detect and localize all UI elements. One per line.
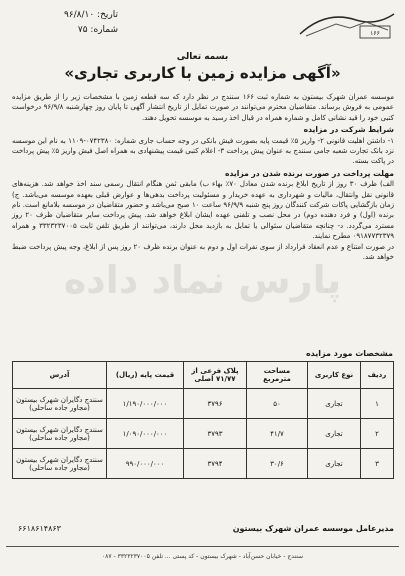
table-cell: ۳۰/۶ — [247, 449, 308, 479]
svg-text:۱۶۶: ۱۶۶ — [370, 30, 380, 37]
table-row — [13, 389, 394, 419]
section-1-title: شرایط شرکت در مزایده — [303, 125, 394, 135]
header-cell: ردیف — [361, 362, 394, 389]
signature-title: مدیرعامل موسسه عمران شهرک بیستون — [232, 524, 394, 533]
table-row — [13, 449, 394, 479]
signature-code: ۶۶۱۸۶۱۴۸۶۳ — [18, 524, 61, 533]
section-2-title: مهلت پرداخت در صورت برنده شدن در مزایده — [225, 168, 394, 178]
letter-meta — [6, 8, 118, 38]
table-cell: ۱/۰۹۰/۰۰۰/۰۰۰ — [107, 419, 184, 449]
letter-date: تاریخ: ۹۶/۸/۱۰ — [63, 10, 118, 20]
table-cell: ۳۷۹۳ — [184, 419, 247, 449]
footer-address: سنندج - خیابان حسن‌آباد - شهرک بیستون - کد پستی ... تلفن ۳۳۲۳۲۳۷۰۰۵ - ۰۸۷ — [6, 546, 399, 569]
header-cell: پلاک فرعی از ۷۱/۷۷ اصلی — [184, 362, 247, 389]
table-cell: ۱/۱۹۰/۰۰۰/۰۰۰ — [107, 389, 184, 419]
table-cell: ۳ — [361, 449, 394, 479]
notice-body — [12, 92, 394, 263]
organization-logo — [296, 6, 398, 42]
table-cell: ۲ — [361, 419, 394, 449]
header-cell: آدرس — [13, 362, 107, 389]
table-cell: سنندج دگایران شهرک بیستون (مجاور جاده ساحلی) — [13, 419, 107, 449]
table-cell: تجاری — [308, 389, 361, 419]
bismillah-heading: بسمه تعالی — [176, 52, 229, 62]
table-cell: سنندج دگایران شهرک بیستون (مجاور جاده ساحلی) — [13, 449, 107, 479]
header-cell: قیمت پایه (ریال) — [107, 362, 184, 389]
table-row — [13, 419, 394, 449]
table-cell: ۳۷۹۶ — [184, 389, 247, 419]
page-title: «آگهی مزایده زمین با کاربری تجاری» — [64, 64, 341, 82]
section-3-body: در صورت امتناع و عدم انعقاد قرارداد از سوی نفرات اول و دوم به عنوان برنده ظرف ۲۰ روز پس از ابلاغ، وجه پیش پرداخت ضبط خواهد شد. — [12, 242, 394, 262]
letter-number: شماره: ۷۵ — [77, 25, 118, 35]
table-cell: سنندج دگایران شهرک بیستون (مجاور جاده ساحلی) — [13, 389, 107, 419]
header-cell: مساحت مترمربع — [247, 362, 308, 389]
table-cell: تجاری — [308, 419, 361, 449]
table-cell: ۳۷۹۴ — [184, 449, 247, 479]
specs-table — [12, 361, 394, 479]
section-1-body: ۱- داشتن اهلیت قانونی ۲- واریز ۵٪ قیمت پایه بصورت فیش بانکی در وجه حساب جاری شماره: ۰۷۴۲۳۸۰-۱۱۰۹ به نام این موسسه نزد بانک تجارت شعبه جامی سنندج به عنوان پیش پرداخت ۳- اعلام کتبی قیمت پیشنهادی به همراه اصل فیش واریز ۵٪ پیش پرداخت در پاکت بسته. — [12, 136, 395, 166]
table-cell: ۵۰ — [247, 389, 308, 419]
header-cell: نوع کاربری — [308, 362, 361, 389]
table-cell: تجاری — [308, 449, 361, 479]
specs-title: مشخصات مورد مزایده — [305, 349, 393, 358]
table-cell: ۹۹۰/۰۰۰/۰۰۰ — [107, 449, 184, 479]
table-header-row — [13, 362, 394, 389]
intro-paragraph: موسسه عمران شهرک بیستون به شماره ثبت ۱۶۶ سنندج در نظر دارد که سه قطعه زمین با مشخصات زیر را از طریق مزایده عمومی به فروش برساند. متقاضیان محترم می‌توانند در صورت تمایل از تاریخ انتشار آگهی تا پایان روز چهارشنبه ۹۶/۹/۸ درخواست کتبی خود را قید نشانی کامل و شماره همراه در قبال اخذ رسید به موسسه تحویل دهند. — [12, 93, 394, 122]
table-cell: ۱ — [361, 389, 394, 419]
section-2-body: الف) ظرف ۳۰ روز از تاریخ ابلاغ برنده شدن معادل ۷۰٪ بهاء ب) مابقی ثمن هنگام انتقال رسمی سند اخذ خواهد شد. هزینه‌های قانونی نقل وانتقال، مالیات و شهرداری به عهده خریدار و مسئولیت پرداخت بدهی‌ها و عوارض قبلی بعهده موسسه می‌باشد. ج) زمان بازگشایی پاکات شرکت کنندگان روز پنج شنبه ۹۶/۹/۹ ساعت ۱۰ صبح می‌باشد و حضور متقاضیان در موسسه بلامانع است. نام برنده (اول) و فرد دهنده دوم) در محل نصب و تلفنی عهده ایشان ابلاغ خواهد شد. پیش پرداخت سایر متقاضیان ظرف ۲۰ روز مسترد می‌گردد. د- چنانچه متقاضیان سئوالی یا تمایل به بازدید محل دارند، می‌توانند از طریق تلفن ثابت ۳۳۲۳۲۳۷۰۰۵ و همراه ۰۹۱۸۷۷۳۲۳۷۹ مطرح نمایند. — [12, 180, 395, 241]
watermark-text: پارس نماد داده — [63, 258, 342, 302]
table-cell: ۴۱/۷ — [247, 419, 308, 449]
